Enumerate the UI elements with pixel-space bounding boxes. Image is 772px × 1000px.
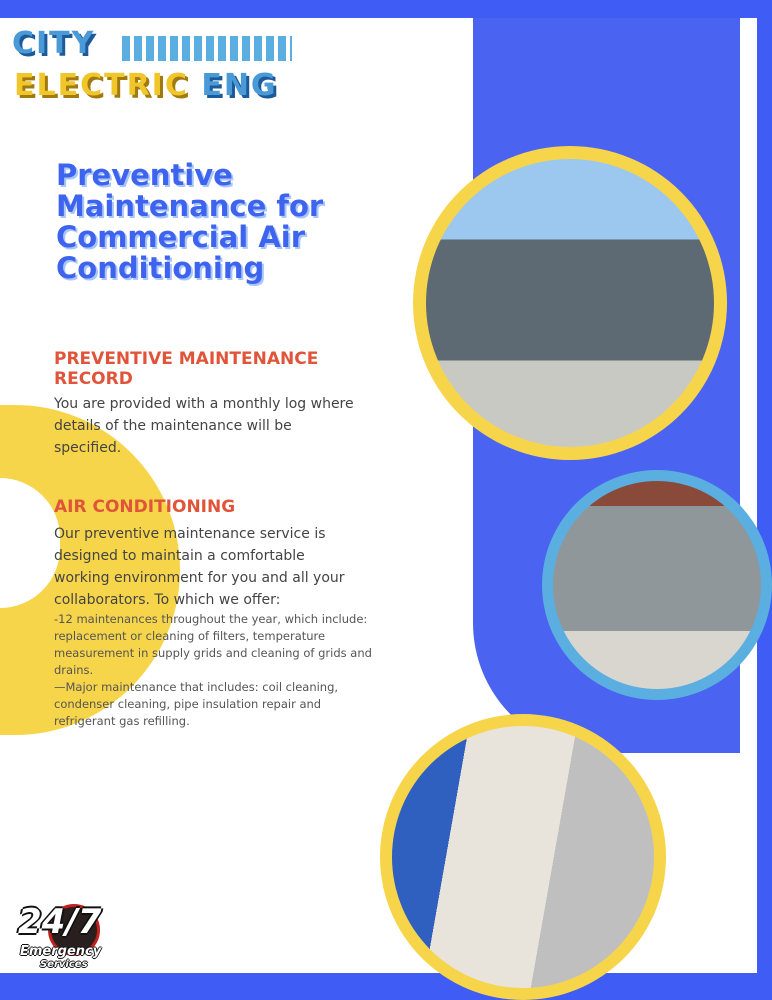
photo-frame-technician xyxy=(542,470,772,700)
badge-text: Emergency xyxy=(20,944,102,959)
filter-replacement-image xyxy=(392,726,654,988)
badge-number: 24/7 xyxy=(18,902,102,942)
offer-item: —Major maintenance that includes: coil cleaning, condenser cleaning, pipe insulation repair and refrigerant gas refilling. xyxy=(54,680,339,728)
section-heading: PREVENTIVE MAINTENANCE RECORD xyxy=(54,349,319,389)
bottom-bar xyxy=(0,973,772,1000)
section-record xyxy=(54,349,354,459)
logo-text-eng: ENG xyxy=(201,68,278,103)
emergency-badge xyxy=(18,900,103,975)
technician-image xyxy=(553,481,761,689)
skyline-icon xyxy=(122,36,292,61)
logo-line2 xyxy=(14,68,278,103)
company-logo xyxy=(12,26,292,111)
section-air-conditioning xyxy=(54,497,384,730)
top-bar xyxy=(0,0,772,18)
photo-frame-rooftop xyxy=(413,146,727,460)
photo-frame-filter xyxy=(380,714,666,1000)
right-edge-bar xyxy=(757,18,772,973)
section-intro: Our preventive maintenance service is designed to maintain a comfortable working environment for you and all your collaborators. To which we offer: xyxy=(54,526,345,608)
section-body: You are provided with a monthly log where details of the maintenance will be specified. xyxy=(54,396,354,456)
rooftop-ac-unit-image xyxy=(426,159,714,447)
page-title: Preventive Maintenance for Commercial Air Conditioning xyxy=(56,158,324,285)
badge-text: Services xyxy=(40,959,88,970)
logo-text-electric: ELECTRIC xyxy=(14,68,189,103)
section-heading: AIR CONDITIONING xyxy=(54,497,236,517)
offer-item: -12 maintenances throughout the year, which include: replacement or cleaning of filters, temperature measurement in supply grids and cleaning of grids and drains. xyxy=(54,612,372,677)
logo-text-city: CITY xyxy=(12,26,96,61)
